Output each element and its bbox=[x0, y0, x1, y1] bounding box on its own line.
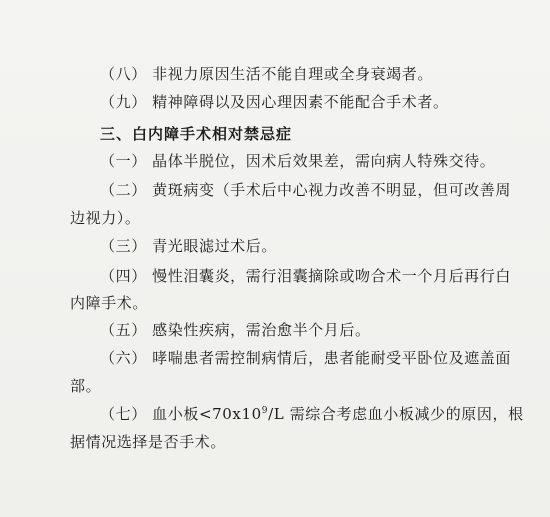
item-2-cont: 边视力）。 bbox=[70, 209, 141, 227]
item-7 bbox=[100, 404, 550, 424]
item-1: （一） 晶体半脱位，因术后效果差，需向病人特殊交待。 bbox=[100, 152, 496, 170]
item-2: （二） 黄斑病变（手术后中心视力改善不明显，但可改善周 bbox=[100, 181, 511, 199]
item-8: （八） 非视力原因生活不能自理或全身衰竭者。 bbox=[100, 65, 433, 83]
item-7-cont: 据情况选择是否手术。 bbox=[70, 433, 227, 451]
item-5: （五） 感染性疾病，需治愈半个月后。 bbox=[100, 321, 371, 339]
item-3: （三） 青光眼滤过术后。 bbox=[100, 237, 277, 255]
item-4: （四） 慢性泪囊炎，需行泪囊摘除或吻合术一个月后再行白 bbox=[100, 267, 511, 285]
item-6-cont: 部。 bbox=[70, 377, 102, 395]
item-6: （六） 哮喘患者需控制病情后，患者能耐受平卧位及遮盖面 bbox=[100, 349, 511, 367]
item-4-cont: 内障手术。 bbox=[70, 294, 149, 312]
item-7-superscript: 9 bbox=[261, 406, 269, 416]
item-7-part-2: /L 需综合考虑血小板减少的原因，根 bbox=[268, 405, 524, 423]
section-heading: 三、白内障手术相对禁忌症 bbox=[100, 125, 293, 143]
item-9: （九） 精神障碍以及因心理因素不能配合手术者。 bbox=[100, 93, 449, 111]
item-7-part-1: （七） 血小板<70x10 bbox=[100, 405, 262, 423]
